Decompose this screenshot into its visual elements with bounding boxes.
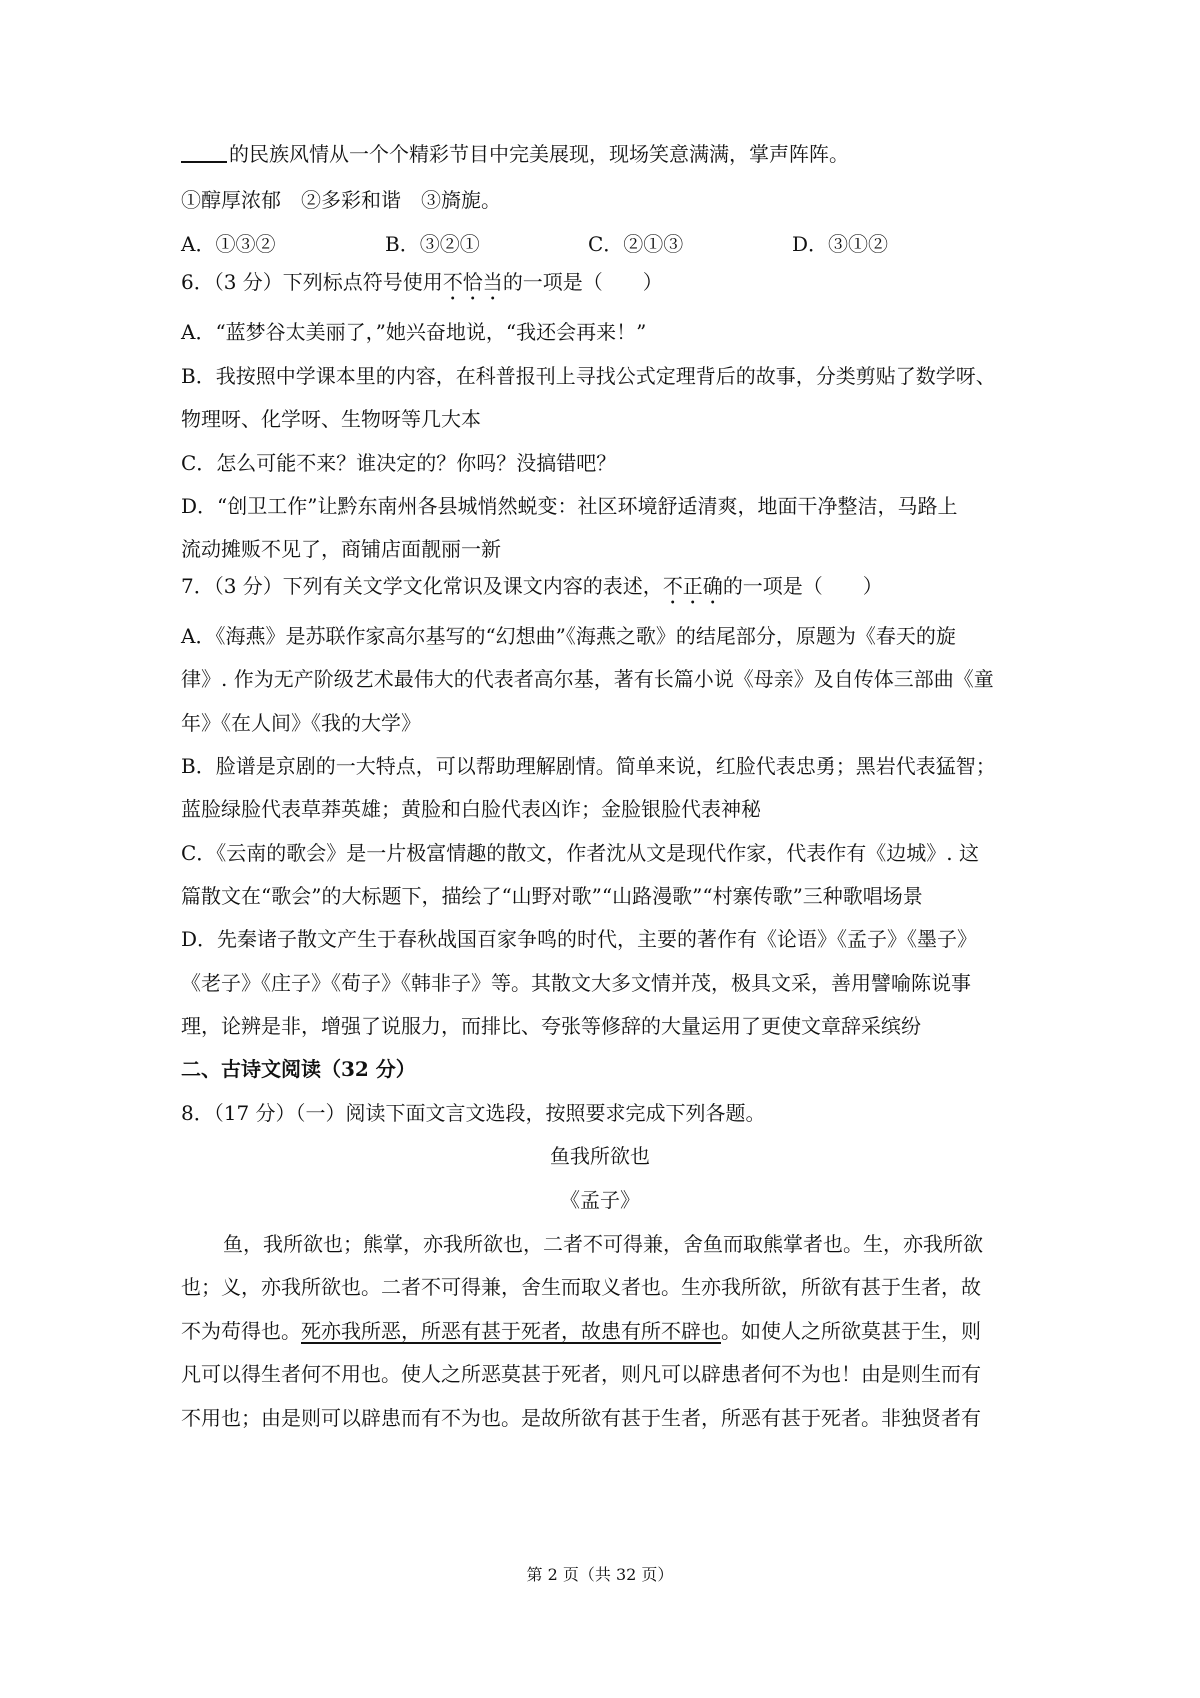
q7-option-a-line1: A．《海燕》是苏联作家高尔基写的“幻想曲”《海燕之歌》的结尾部分，原题为《春天的旋 bbox=[181, 624, 956, 648]
emphasis-text: 不恰当 bbox=[442, 270, 503, 294]
q7-option-a-line3: 年》《在人间》《我的大学》 bbox=[181, 711, 421, 735]
q7-option-a-line2: 律》. 作为无产阶级艺术最伟大的代表者高尔基，著有长篇小说《母亲》及自传体三部曲《童 bbox=[181, 667, 994, 691]
q6-option-d-line2: 流动摊贩不见了，商铺店面靓丽一新 bbox=[181, 537, 501, 561]
q6-option-b-line1: B．我按照中学课本里的内容，在科普报刊上寻找公式定理背后的故事，分类剪贴了数学呀、 bbox=[181, 364, 996, 388]
q5-items: ①醇厚浓郁 ②多彩和谐 ③旖旎。 bbox=[181, 188, 501, 212]
page-footer: 第 2 页（共 32 页） bbox=[526, 1565, 674, 1584]
q7-option-c-line1: C．《云南的歌会》是一片极富情趣的散文，作者沈从文是现代作家，代表作有《边城》. 这 bbox=[181, 841, 980, 865]
q6-option-d-line1: D．“创卫工作”让黔东南州各县城悄然蜕变：社区环境舒适清爽，地面干净整洁，马路上 bbox=[181, 494, 958, 518]
q5-option-b: B．③②① bbox=[385, 232, 480, 256]
q6-option-c: C．怎么可能不来？谁决定的？你吗？没搞错吧？ bbox=[181, 451, 617, 475]
q7-option-b-line1: B．脸谱是京剧的一大特点，可以帮助理解剧情。简单来说，红脸代表忠勇；黑岩代表猛智； bbox=[181, 754, 996, 778]
q6-option-b-line2: 物理呀、化学呀、生物呀等几大本 bbox=[181, 407, 481, 431]
passage-title: 鱼我所欲也 bbox=[550, 1144, 650, 1168]
q7-option-d-line3: 理，论辨是非，增强了说服力，而排比、夸张等修辞的大量运用了更使文章辞采缤纷 bbox=[181, 1014, 921, 1038]
answer-blank bbox=[181, 141, 227, 163]
q6-stem: 6．（3 分）下列标点符号使用不恰当的一项是（ ） bbox=[181, 270, 663, 294]
q7-stem: 7．（3 分）下列有关文学文化常识及课文内容的表述，不正确的一项是（ ） bbox=[181, 574, 883, 598]
section-heading: 二、古诗文阅读（32 分） bbox=[181, 1057, 416, 1081]
q7-option-d-line1: D．先秦诸子散文产生于春秋战国百家争鸣的时代，主要的著作有《论语》《孟子》《墨子》 bbox=[181, 927, 978, 951]
q5-option-c: C．②①③ bbox=[588, 232, 684, 256]
q5-option-a: A．①③② bbox=[181, 232, 276, 256]
emphasis-text: 不正确 bbox=[662, 574, 723, 598]
underlined-sentence: 死亦我所恶，所恶有甚于死者，故患有所不辟也 bbox=[301, 1319, 721, 1343]
passage-author: 《孟子》 bbox=[560, 1188, 640, 1212]
passage-line: 也；义，亦我所欲也。二者不可得兼，舍生而取义者也。生亦我所欲，所欲有甚于生者，故 bbox=[181, 1275, 981, 1299]
q5-option-d: D．③①② bbox=[792, 232, 889, 256]
q6-option-a: A．“蓝梦谷太美丽了，”她兴奋地说，“我还会再来！” bbox=[181, 320, 647, 344]
passage-line: 不为苟得也。死亦我所恶，所恶有甚于死者，故患有所不辟也。如使人之所欲莫甚于生，则 bbox=[181, 1319, 981, 1343]
passage-line: 鱼，我所欲也；熊掌，亦我所欲也，二者不可得兼，舍鱼而取熊掌者也。生，亦我所欲 bbox=[223, 1232, 983, 1256]
q7-option-c-line2: 篇散文在“歌会”的大标题下，描绘了“山野对歌”“山路漫歌”“村寨传歌”三种歌唱场景 bbox=[181, 884, 923, 908]
q7-option-b-line2: 蓝脸绿脸代表草莽英雄；黄脸和白脸代表凶诈；金脸银脸代表神秘 bbox=[181, 797, 761, 821]
q5-line1: 的民族风情从一个个精彩节目中完美展现，现场笑意满满，掌声阵阵。 bbox=[181, 140, 849, 168]
passage-line: 不用也；由是则可以辟患而有不为也。是故所欲有甚于生者，所恶有甚于死者。非独贤者有 bbox=[181, 1406, 981, 1430]
passage-line: 凡可以得生者何不用也。使人之所恶莫甚于死者，则凡可以辟患者何不为也！由是则生而有 bbox=[181, 1362, 981, 1386]
q8-stem: 8．（17 分）（一）阅读下面文言文选段，按照要求完成下列各题。 bbox=[181, 1101, 766, 1125]
q7-option-d-line2: 《老子》《庄子》《荀子》《韩非子》等。其散文大多文情并茂，极具文采，善用譬喻陈说事 bbox=[181, 971, 971, 995]
